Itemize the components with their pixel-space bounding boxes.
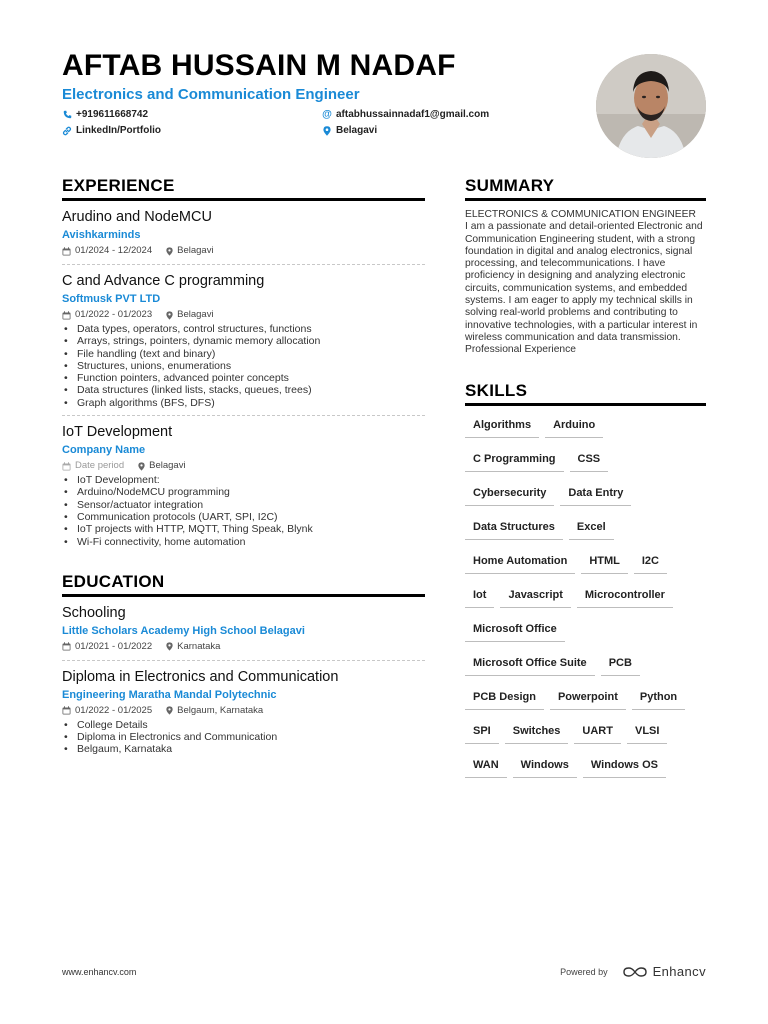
- contact-link[interactable]: [62, 125, 161, 136]
- education-heading: EDUCATION: [62, 572, 425, 597]
- bullet-item: • Wi-Fi connectivity, home automation: [62, 536, 425, 548]
- contact-info: [62, 107, 582, 139]
- entry-meta: [62, 244, 425, 258]
- entry-date-text: 01/2021 - 01/2022: [75, 640, 153, 652]
- entry-meta: [62, 459, 425, 473]
- experience-entry: [62, 265, 425, 416]
- entry-date: [62, 704, 152, 718]
- phone-text: +919611668742: [76, 109, 149, 120]
- entry-location-text: Karnataka: [177, 640, 221, 652]
- entry-meta: [62, 704, 425, 718]
- right-column: [465, 176, 706, 786]
- skill-tag: PCB Design: [465, 684, 544, 710]
- education-list: [62, 597, 425, 762]
- skills-heading: SKILLS: [465, 381, 706, 406]
- footer-branding: [560, 964, 706, 979]
- entry-location-text: Belagavi: [177, 309, 214, 320]
- entry-date-text: Date period: [75, 460, 125, 472]
- bullet-item: • Arrays, strings, pointers, dynamic memory allocation: [62, 335, 425, 347]
- skill-tag: UART: [574, 718, 621, 744]
- entry-organization: Avishkarminds: [62, 229, 141, 241]
- entry-organization: Little Scholars Academy High School Belagavi: [62, 624, 305, 637]
- skill-tag: HTML: [581, 548, 628, 574]
- entry-title: Arudino and NodeMCU: [62, 209, 212, 225]
- location-pin-icon: [166, 642, 173, 651]
- bullet-item: • Data types, operators, control structures, functions: [62, 323, 425, 335]
- bullet-item: • Belgaum, Karnataka: [62, 743, 425, 755]
- bullet-item: • IoT Development:: [62, 474, 425, 486]
- entry-location: [166, 640, 220, 654]
- entry-organization: Softmusk PVT LTD: [62, 293, 161, 305]
- experience-list: [62, 201, 425, 554]
- bullet-item: • IoT projects with HTTP, MQTT, Thing Speak, Blynk: [62, 523, 425, 535]
- skill-tag: Iot: [465, 582, 494, 608]
- skill-tag: Powerpoint: [550, 684, 626, 710]
- summary-body: [465, 209, 706, 357]
- entry-location: [166, 244, 213, 258]
- phone-icon: [62, 110, 72, 120]
- entry-organization: Engineering Maratha Mandal Polytechnic: [62, 688, 277, 701]
- skill-tag: Windows OS: [583, 752, 666, 778]
- at-icon: @: [322, 109, 332, 120]
- entry-date-text: 01/2022 - 01/2023: [75, 309, 153, 320]
- entry-date: [62, 640, 152, 654]
- entry-title: C and Advance C programming: [62, 273, 265, 289]
- entry-location-text: Belgaum, Karnataka: [177, 704, 264, 716]
- entry-date-text: 01/2022 - 01/2025: [75, 704, 153, 716]
- contact-phone[interactable]: [62, 109, 148, 120]
- skill-tag: Excel: [569, 514, 614, 540]
- entry-title: Diploma in Electronics and Communication: [62, 668, 339, 685]
- skill-tag: Cybersecurity: [465, 480, 554, 506]
- skill-tag: Python: [632, 684, 685, 710]
- skill-tag: Switches: [505, 718, 569, 744]
- entry-title: IoT Development: [62, 424, 173, 441]
- bullet-item: • Diploma in Electronics and Communication: [62, 731, 425, 743]
- location-pin-icon: [166, 311, 173, 320]
- skill-tag: C Programming: [465, 446, 564, 472]
- skill-tag: Microsoft Office Suite: [465, 650, 595, 676]
- entry-bullets: [62, 474, 425, 548]
- skill-tag: SPI: [465, 718, 499, 744]
- enhancv-logo-icon: [622, 966, 648, 978]
- bullet-item: • Sensor/actuator integration: [62, 499, 425, 511]
- entry-title: Schooling: [62, 604, 126, 621]
- experience-heading: EXPERIENCE: [62, 176, 425, 201]
- entry-location-text: Belagavi: [149, 460, 186, 472]
- contact-email[interactable]: [322, 109, 489, 120]
- calendar-icon: [62, 642, 71, 651]
- skill-tag: WAN: [465, 752, 507, 778]
- email-text: aftabhussainnadaf1@gmail.com: [336, 109, 490, 120]
- location-pin-icon: [166, 247, 173, 256]
- location-pin-icon: [138, 462, 145, 471]
- link-icon: [62, 126, 72, 136]
- summary-heading: SUMMARY: [465, 176, 706, 201]
- skill-tag: VLSI: [627, 718, 667, 744]
- bullet-item: • File handling (text and binary): [62, 348, 425, 360]
- skill-tag: Microsoft Office: [465, 616, 565, 642]
- link-text: LinkedIn/Portfolio: [76, 125, 161, 136]
- bullet-item: • Function pointers, advanced pointer concepts: [62, 372, 425, 384]
- summary-text: I am a passionate and detail-oriented Electronic and Communication Engineering student, with a strong foundation in digital and analog electronics, signal processing, and telecommunications. I have proficiency in designing and analyzing electronic circuits, communication systems, and embedded systems. I am eager to apply my technical skills in solving real-world problems and contributing to innovative technologies, with a particular interest in wireless communication and data transmission. Professional Experience: [465, 221, 703, 356]
- location-pin-icon: [322, 126, 332, 136]
- summary-subheading: ELECTRONICS & COMMUNICATION ENGINEER: [465, 209, 696, 220]
- entry-location: [166, 308, 213, 322]
- skill-tag: Javascript: [500, 582, 570, 608]
- skill-tag: Arduino: [545, 412, 603, 438]
- entry-meta: [62, 640, 425, 654]
- contact-location: [322, 125, 377, 136]
- skill-tag: Windows: [513, 752, 577, 778]
- experience-entry: [62, 201, 425, 265]
- left-column: [62, 176, 425, 762]
- bullet-item: • Communication protocols (UART, SPI, I2C): [62, 511, 425, 523]
- brand-name: Enhancv: [652, 964, 706, 979]
- entry-location-text: Belagavi: [177, 245, 214, 256]
- page-footer: [62, 966, 706, 980]
- education-entry: [62, 597, 425, 661]
- bullet-item: • Arduino/NodeMCU programming: [62, 486, 425, 498]
- resume-header: [62, 48, 582, 139]
- entry-bullets: [62, 719, 425, 756]
- skill-tag: CSS: [570, 446, 609, 472]
- entry-bullets: [62, 323, 425, 409]
- skill-tag: I2C: [634, 548, 667, 574]
- bullet-item: • Graph algorithms (BFS, DFS): [62, 397, 425, 409]
- calendar-icon: [62, 462, 71, 471]
- skills-list: [465, 412, 706, 786]
- entry-date: [62, 244, 152, 258]
- location-pin-icon: [166, 706, 173, 715]
- skill-tag: PCB: [601, 650, 640, 676]
- education-entry: [62, 661, 425, 762]
- entry-meta: [62, 308, 425, 322]
- calendar-icon: [62, 247, 71, 256]
- brand-logo[interactable]: [622, 964, 706, 979]
- location-text: Belagavi: [336, 125, 378, 136]
- experience-entry: [62, 416, 425, 554]
- skill-tag: Data Entry: [560, 480, 631, 506]
- bullet-item: • College Details: [62, 719, 425, 731]
- skill-tag: Algorithms: [465, 412, 539, 438]
- entry-organization: Company Name: [62, 444, 146, 457]
- candidate-role: Electronics and Communication Engineer: [62, 86, 360, 103]
- entry-date-text: 01/2024 - 12/2024: [75, 245, 153, 256]
- entry-location: [166, 704, 263, 718]
- entry-date: [62, 459, 124, 473]
- entry-location: [138, 459, 185, 473]
- powered-by-text: Powered by: [560, 966, 608, 977]
- skill-tag: Data Structures: [465, 514, 563, 540]
- entry-date: [62, 308, 152, 322]
- profile-photo: [596, 54, 706, 158]
- bullet-item: • Structures, unions, enumerations: [62, 360, 425, 372]
- bullet-item: • Data structures (linked lists, stacks, queues, trees): [62, 384, 425, 396]
- candidate-name: AFTAB HUSSAIN M NADAF: [62, 49, 456, 82]
- calendar-icon: [62, 311, 71, 320]
- skill-tag: Microcontroller: [577, 582, 673, 608]
- calendar-icon: [62, 706, 71, 715]
- skill-tag: Home Automation: [465, 548, 575, 574]
- footer-url-link[interactable]: www.enhancv.com: [62, 967, 137, 977]
